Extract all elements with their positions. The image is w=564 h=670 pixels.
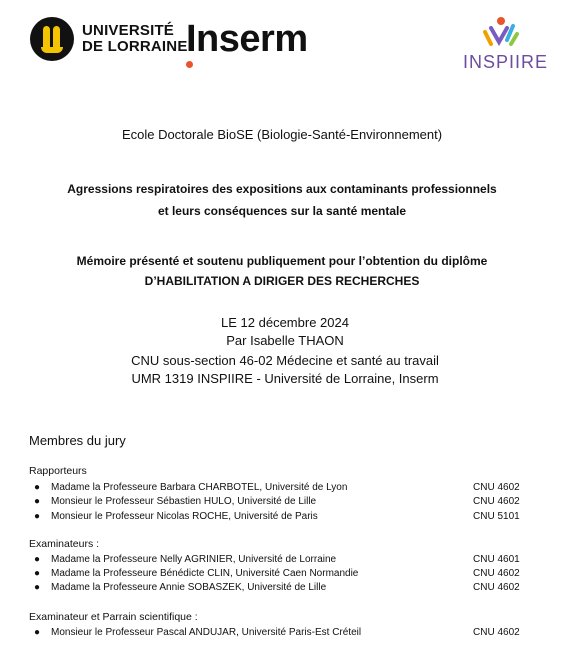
thesis-title-line-1: Agressions respiratoires des expositions aux contaminants professionnels: [67, 182, 497, 196]
ul-line-2: DE LORRAINE: [82, 38, 188, 55]
member-name: Monsieur le Professeur Sébastien HULO, Université de Lille: [51, 496, 317, 507]
research-unit: UMR 1319 INSPIIRE - Université de Lorraine, Inserm: [131, 371, 439, 386]
jury-member-row: [0, 482, 564, 497]
jury-member-row: [0, 568, 564, 583]
jury-title: Membres du jury: [29, 433, 126, 448]
memoire-line-1: Mémoire présenté et soutenu publiquement pour l’obtention du diplôme: [76, 254, 488, 268]
ul-emblem-icon: [30, 17, 74, 61]
bullet-icon: ●: [34, 496, 41, 507]
jury-member-row: [0, 627, 564, 642]
member-name: Monsieur le Professeur Nicolas ROCHE, Université de Paris: [51, 511, 318, 522]
bullet-icon: ●: [34, 554, 41, 565]
header-logos: [0, 0, 564, 90]
cnu-section: CNU sous-section 46-02 Médecine et santé au travail: [131, 353, 439, 368]
inserm-logo: Inserm: [186, 18, 308, 60]
member-cnu: CNU 5101: [473, 511, 520, 522]
ul-line-1: UNIVERSITÉ: [82, 22, 175, 39]
member-cnu: CNU 4602: [473, 482, 520, 493]
jury-member-row: [0, 582, 564, 597]
member-cnu: CNU 4601: [473, 554, 520, 565]
author: Par Isabelle THAON: [226, 333, 344, 348]
inserm-dot-icon: [186, 61, 193, 68]
jury-section-label: Examinateurs :: [29, 538, 100, 550]
member-name: Madame la Professeure Annie SOBASZEK, Université de Lille: [51, 582, 327, 593]
bullet-icon: ●: [34, 582, 41, 593]
bullet-icon: ●: [34, 627, 41, 638]
member-cnu: CNU 4602: [473, 568, 520, 579]
universite-de-lorraine-logo: [30, 17, 188, 61]
jury-section-label: Examinateur et Parrain scientifique :: [29, 611, 198, 623]
thesis-title-line-2: et leurs conséquences sur la santé mentale: [157, 204, 407, 218]
jury-member-row: [0, 496, 564, 511]
member-cnu: CNU 4602: [473, 627, 520, 638]
doctoral-school: Ecole Doctorale BioSE (Biologie-Santé-Environnement): [121, 127, 443, 142]
member-cnu: CNU 4602: [473, 496, 520, 507]
bullet-icon: ●: [34, 568, 41, 579]
defense-date: LE 12 décembre 2024: [221, 315, 349, 330]
member-cnu: CNU 4602: [473, 582, 520, 593]
member-name: Monsieur le Professeur Pascal ANDUJAR, Université Paris-Est Créteil: [51, 627, 362, 638]
bullet-icon: ●: [34, 482, 41, 493]
member-name: Madame la Professeure Bénédicte CLIN, Université Caen Normandie: [51, 568, 359, 579]
member-name: Madame la Professeure Nelly AGRINIER, Université de Lorraine: [51, 554, 337, 565]
ul-wordmark: [82, 23, 188, 55]
jury-section-label: Rapporteurs: [29, 465, 87, 477]
memoire-line-2: D’HABILITATION A DIRIGER DES RECHERCHES: [144, 274, 420, 288]
member-name: Madame la Professeure Barbara CHARBOTEL, Université de Lyon: [51, 482, 348, 493]
inspire-wordmark: INSPIIRE: [463, 52, 549, 72]
bullet-icon: ●: [34, 511, 41, 522]
jury-member-row: [0, 554, 564, 569]
jury-member-row: [0, 511, 564, 526]
